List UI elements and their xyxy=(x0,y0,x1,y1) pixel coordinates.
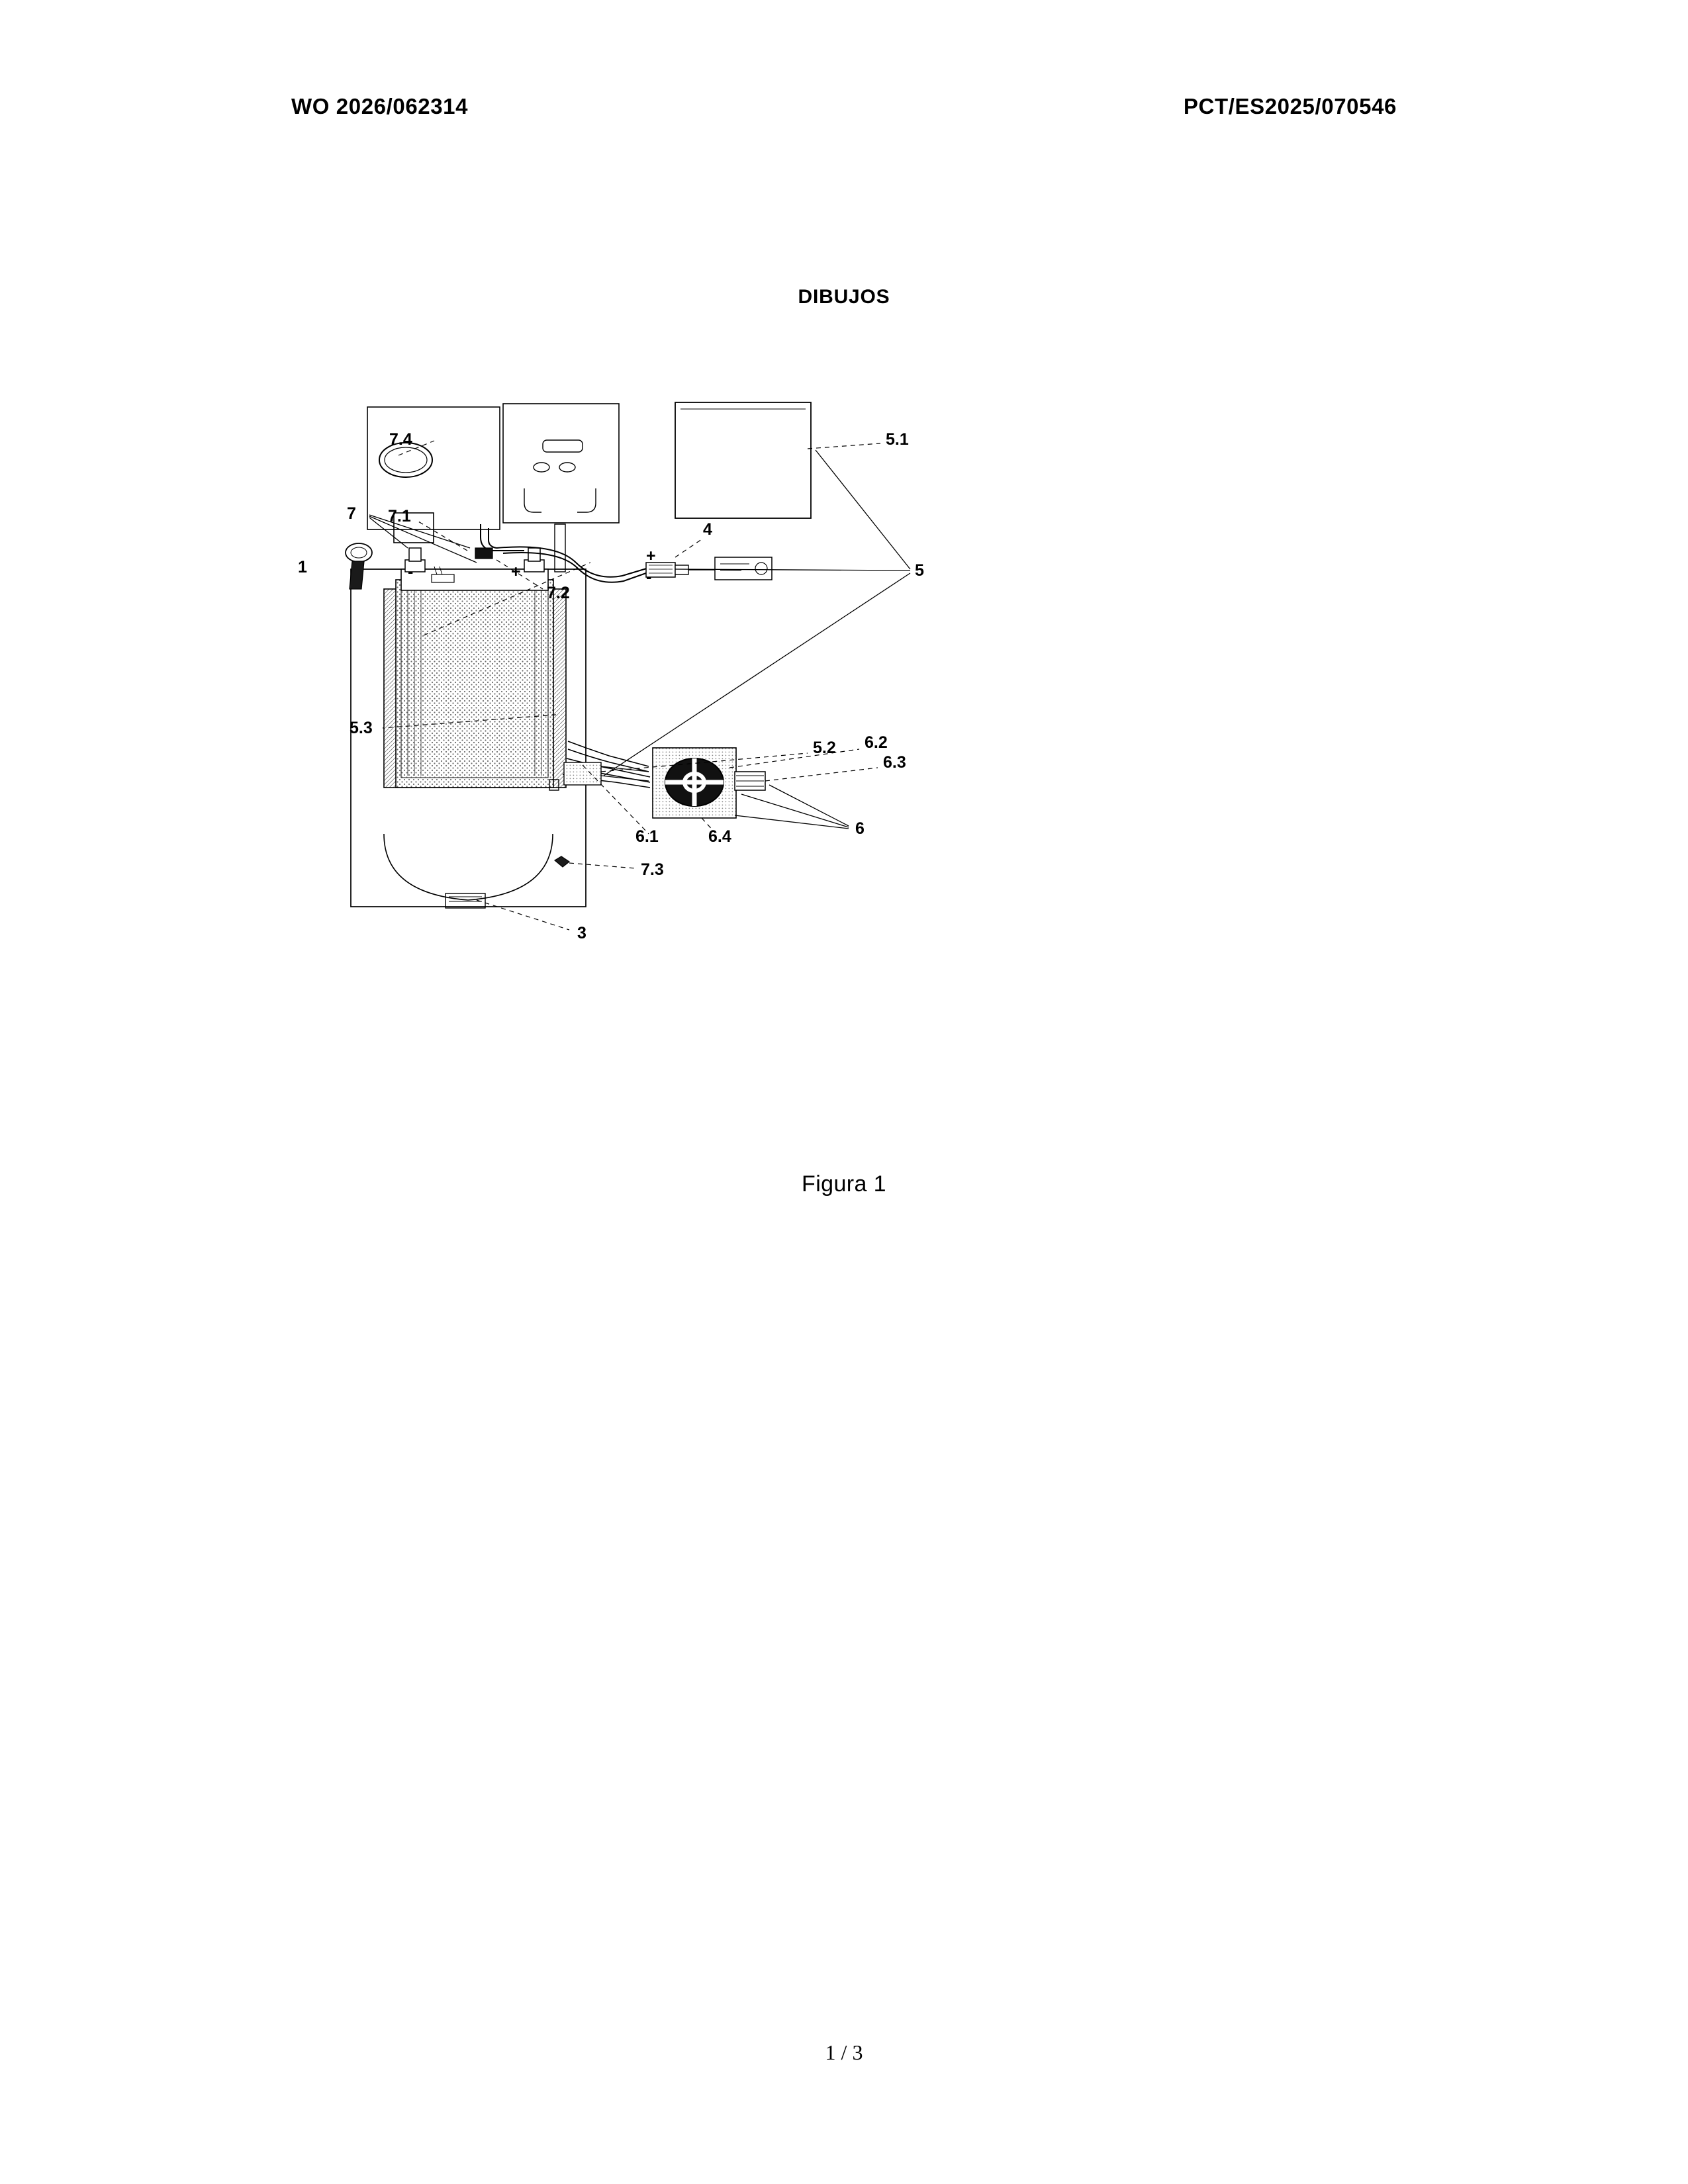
ref-label-5: 5 xyxy=(915,561,924,580)
polarity-minus-marking: - xyxy=(408,563,414,581)
ref-label-7-1: 7.1 xyxy=(388,507,411,525)
ref-label-3: 3 xyxy=(577,924,586,942)
module-top-right-5-1 xyxy=(675,402,811,518)
ref-label-5-2: 5.2 xyxy=(813,739,836,757)
page-footer: 1 / 3 xyxy=(825,2040,863,2064)
module-top-left xyxy=(367,407,500,543)
connector-minus-marking: - xyxy=(646,568,652,586)
ref-label-7-2: 7.2 xyxy=(547,584,570,602)
pressure-gauge-7-1 xyxy=(346,543,372,589)
ref-label-5-3: 5.3 xyxy=(350,719,373,737)
ref-label-7-4: 7.4 xyxy=(389,430,412,449)
connector-plus-marking: + xyxy=(646,547,656,565)
ref-label-6-2: 6.2 xyxy=(865,733,888,752)
ref-label-5-1: 5.1 xyxy=(886,430,909,449)
ref-label-7-3: 7.3 xyxy=(641,860,664,879)
figure-1-drawing xyxy=(278,371,1430,1191)
ref-label-4: 4 xyxy=(703,520,712,539)
ref-label-6-4: 6.4 xyxy=(708,827,731,846)
header-application-number: PCT/ES2025/070546 xyxy=(1183,94,1397,118)
page-header xyxy=(291,94,1397,119)
hose-bundle xyxy=(563,741,650,788)
section-title: DIBUJOS xyxy=(798,286,890,308)
ref-label-6-1: 6.1 xyxy=(635,827,659,846)
ref-label-6: 6 xyxy=(855,819,865,838)
ref-label-7: 7 xyxy=(347,504,356,523)
figure-caption: Figura 1 xyxy=(802,1171,886,1197)
polarity-plus-marking: + xyxy=(511,563,521,581)
ref-label-6-3: 6.3 xyxy=(883,753,906,772)
electrolysis-cell xyxy=(384,548,566,788)
header-publication-number: WO 2026/062314 xyxy=(291,94,469,118)
outlet-valve-7-3 xyxy=(549,780,569,867)
connector-4 xyxy=(646,557,772,580)
ref-label-1: 1 xyxy=(298,558,307,576)
